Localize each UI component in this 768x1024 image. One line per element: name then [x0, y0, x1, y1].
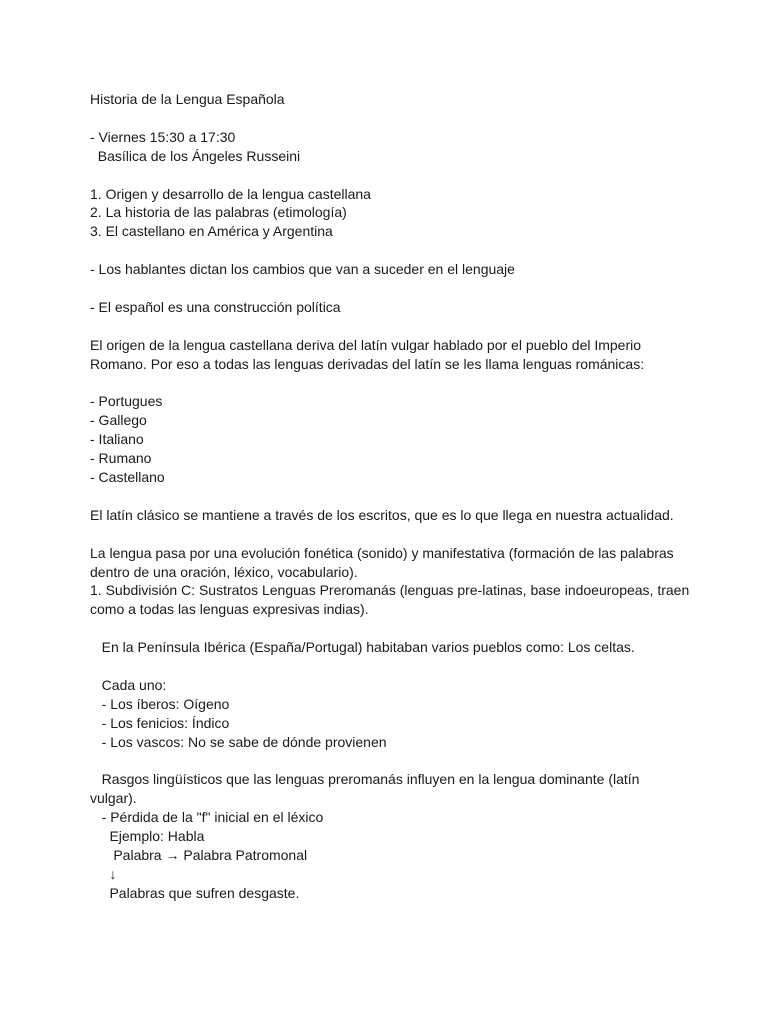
- spacer: [90, 752, 690, 771]
- topic-item: 1. Origen y desarrollo de la lengua castellana: [90, 185, 371, 202]
- spacer: [90, 317, 690, 336]
- spacer: [90, 487, 690, 506]
- language-list-item: - Gallego: [90, 412, 147, 429]
- spacer: [90, 241, 690, 260]
- language-list-item: - Castellano: [90, 469, 165, 486]
- spacer: [90, 279, 690, 298]
- language-list-item: - Portugues: [90, 393, 163, 410]
- topic-item: 2. La historia de las palabras (etimología): [90, 204, 347, 221]
- classical-latin-paragraph: El latín clásico se mantiene a través de los escritos, que es lo que llega en nuestra actualidad.: [90, 506, 674, 523]
- note-political: - El español es una construcción política: [90, 298, 341, 315]
- down-arrow: ↓: [90, 865, 117, 882]
- people-list-item: - Los vascos: No se sabe de dónde provienen: [90, 733, 387, 750]
- origin-paragraph: El origen de la lengua castellana deriva del latín vulgar hablado por el pueblo del Imperio Romano. Por eso a todas las lenguas derivadas del latín se les llama lenguas románicas:: [90, 336, 645, 372]
- topic-item: 3. El castellano en América y Argentina: [90, 223, 333, 240]
- each-one-label: Cada uno:: [90, 676, 167, 693]
- spacer: [90, 166, 690, 185]
- subdivision-paragraph: 1. Subdivisión C: Sustratos Lenguas Preromanás (lenguas pre-latinas, base indoeuropeas, traen como a todas las lenguas expresivas indias).: [90, 582, 690, 618]
- language-list-item: - Italiano: [90, 431, 144, 448]
- iberian-paragraph: En la Península Ibérica (España/Portugal) habitaban varios pueblos como: Los celtas.: [90, 639, 635, 656]
- trait-f-item: - Pérdida de la "f" inicial en el léxico: [90, 809, 324, 826]
- traits-paragraph: Rasgos lingüísticos que las lenguas preromanás influyen en la lengua dominante (latín vulgar).: [90, 771, 644, 807]
- spacer: [90, 619, 690, 638]
- palabra-line: Palabra → Palabra Patromonal: [90, 847, 308, 864]
- people-list-item: - Los fenicios: Índico: [90, 714, 230, 731]
- language-list-item: - Rumano: [90, 450, 152, 467]
- wear-line: Palabras que sufren desgaste.: [90, 884, 300, 901]
- schedule-time: - Viernes 15:30 a 17:30: [90, 128, 236, 145]
- spacer: [90, 109, 690, 128]
- spacer: [90, 657, 690, 676]
- document-title: Historia de la Lengua Española: [90, 91, 285, 107]
- people-list-item: - Los íberos: Oígeno: [90, 695, 230, 712]
- document-page: [90, 90, 690, 903]
- example-line: Ejemplo: Habla: [90, 828, 205, 845]
- spacer: [90, 525, 690, 544]
- schedule-teacher: Basílica de los Ángeles Russeini: [90, 147, 301, 164]
- evolution-paragraph: La lengua pasa por una evolución fonética (sonido) y manifestativa (formación de las palabras dentro de una oración, léxico, vocabulario).: [90, 544, 674, 580]
- spacer: [90, 374, 690, 393]
- note-speakers: - Los hablantes dictan los cambios que van a suceder en el lenguaje: [90, 261, 515, 278]
